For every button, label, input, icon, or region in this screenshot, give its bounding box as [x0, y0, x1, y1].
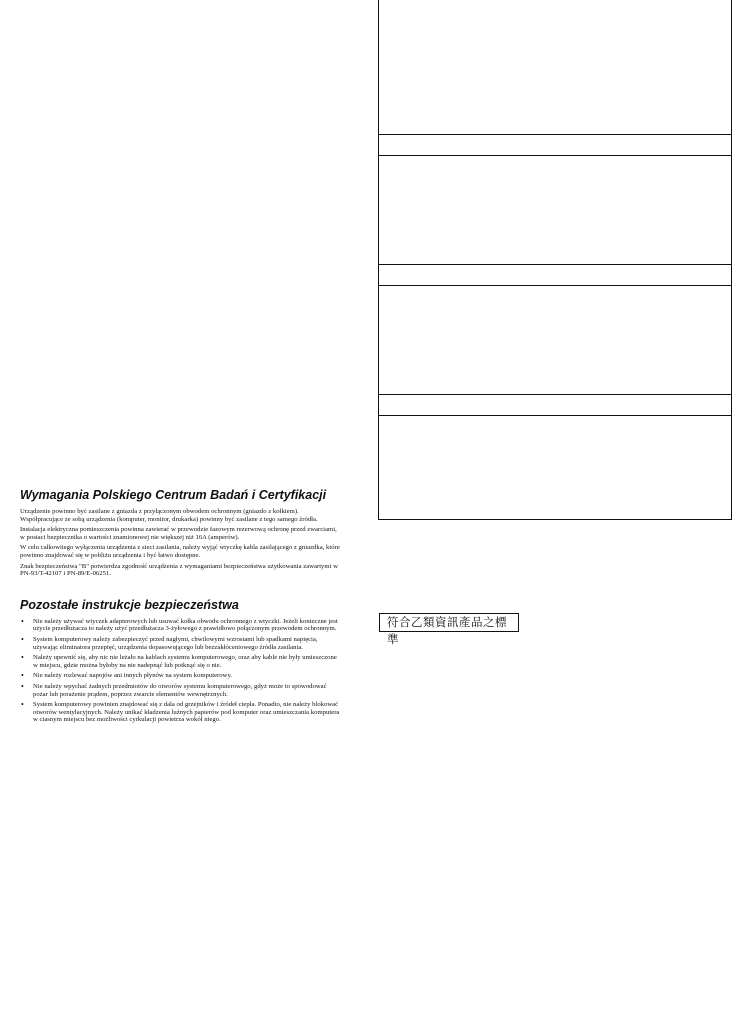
bullet-icon: •	[21, 634, 24, 644]
safety-bullet-list	[20, 618, 340, 724]
panel-divider-band	[379, 264, 731, 286]
list-item	[20, 701, 340, 724]
pcbc-paragraph: Instalacja elektryczna pomieszczenia powinna zawierać w przewodzie fazowym rezerwową ochronę przed zwarciami, w postaci bezpiecznika o wartości znamionowej nie większej niż 16A (amperów).	[20, 526, 337, 541]
pcbc-paragraph: Urządzenie powinno być zasilane z gniazda z przyłączonym obwodem ochronnym (gniazdo z kołkiem). Współpracujące ze sobą urządzenia (komputer, monitor, drukarka) powinny być zasilane z tego samego źródła.	[20, 508, 318, 523]
list-item	[20, 683, 340, 698]
list-item	[20, 654, 340, 669]
bullet-icon: •	[21, 700, 24, 710]
list-item-text: System komputerowy należy zabezpieczyć przed nagłymi, chwilowymi wzrostami lub spadkami napięcia, używając eliminatora przepięć, urządzenia dopasowującego lub bezzakłóceniowego źródła zasilania.	[33, 635, 318, 651]
pcbc-paragraph: Znak bezpieczeństwa "B" potwierdza zgodność urządzenia z wymaganiami bezpieczeństwa użytkowania zawartymi w PN-93/T-42107 i PN-89/E-06251.	[20, 562, 338, 578]
list-item-text: Nie należy wpychać żadnych przedmiotów do otworów systemu komputerowego, gdyż może to spowodować pożar lub porażenie prądem, poprzez zwarcie elementów wewnętrznych.	[33, 682, 327, 698]
pcbc-heading: Wymagania Polskiego Centrum Badań i Certyfikacji	[20, 488, 327, 502]
panel-divider-band	[379, 394, 731, 416]
list-item	[20, 618, 340, 633]
bullet-icon: •	[21, 616, 24, 626]
list-item-text: Należy upewnić się, aby nic nie leżało na kablach systemu komputerowego, oraz aby kable nie były umieszczone w miejscu, gdzie można byłoby na nie nadepnąć lub potknąć się o nie.	[33, 654, 337, 669]
pcbc-paragraph: W celu całkowitego wyłączenia urządzenia z sieci zasilania, należy wyjąć wtyczkę kabla zasilającego z gniazdka, które powinno znajdować się w pobliżu urządzenia i być łatwo dostępne.	[20, 544, 340, 559]
list-item-text: Nie należy rozlewać napojów ani innych płynów na system komputerowy.	[33, 672, 233, 680]
list-item-text: System komputerowy powinien znajdować się z dala od grzejników i źródeł ciepła. Ponadto, nie należy blokować otworów wentylacyjnych. Należy unikać kładzenia luźnych papierów pod komputer oraz umieszczania komputera w ciasnym miejscu bez możliwości cyrkulacji powietrza wokół niego.	[33, 701, 340, 724]
empty-bordered-panel	[378, 0, 732, 520]
bullet-icon: •	[21, 681, 24, 691]
bsmi-class-b-label: 符合乙類資訊產品之標準	[379, 613, 519, 632]
other-safety-heading: Pozostałe instrukcje bezpieczeństwa	[20, 597, 239, 612]
list-item	[20, 636, 340, 651]
panel-divider-band	[379, 134, 731, 156]
bullet-icon: •	[21, 653, 24, 663]
list-item	[20, 672, 340, 680]
list-item-text: Nie należy używać wtyczek adapterowych lub usuwać kołka obwodu ochronnego z wtyczki. Jeżeli konieczne jest użycie przedłużacza to należy użyć przedłużacza 3-żyłowego z prawidłowo połączonym przewodem ochronnym.	[33, 617, 338, 633]
bullet-icon: •	[21, 671, 24, 681]
polish-safety-column	[20, 488, 340, 727]
